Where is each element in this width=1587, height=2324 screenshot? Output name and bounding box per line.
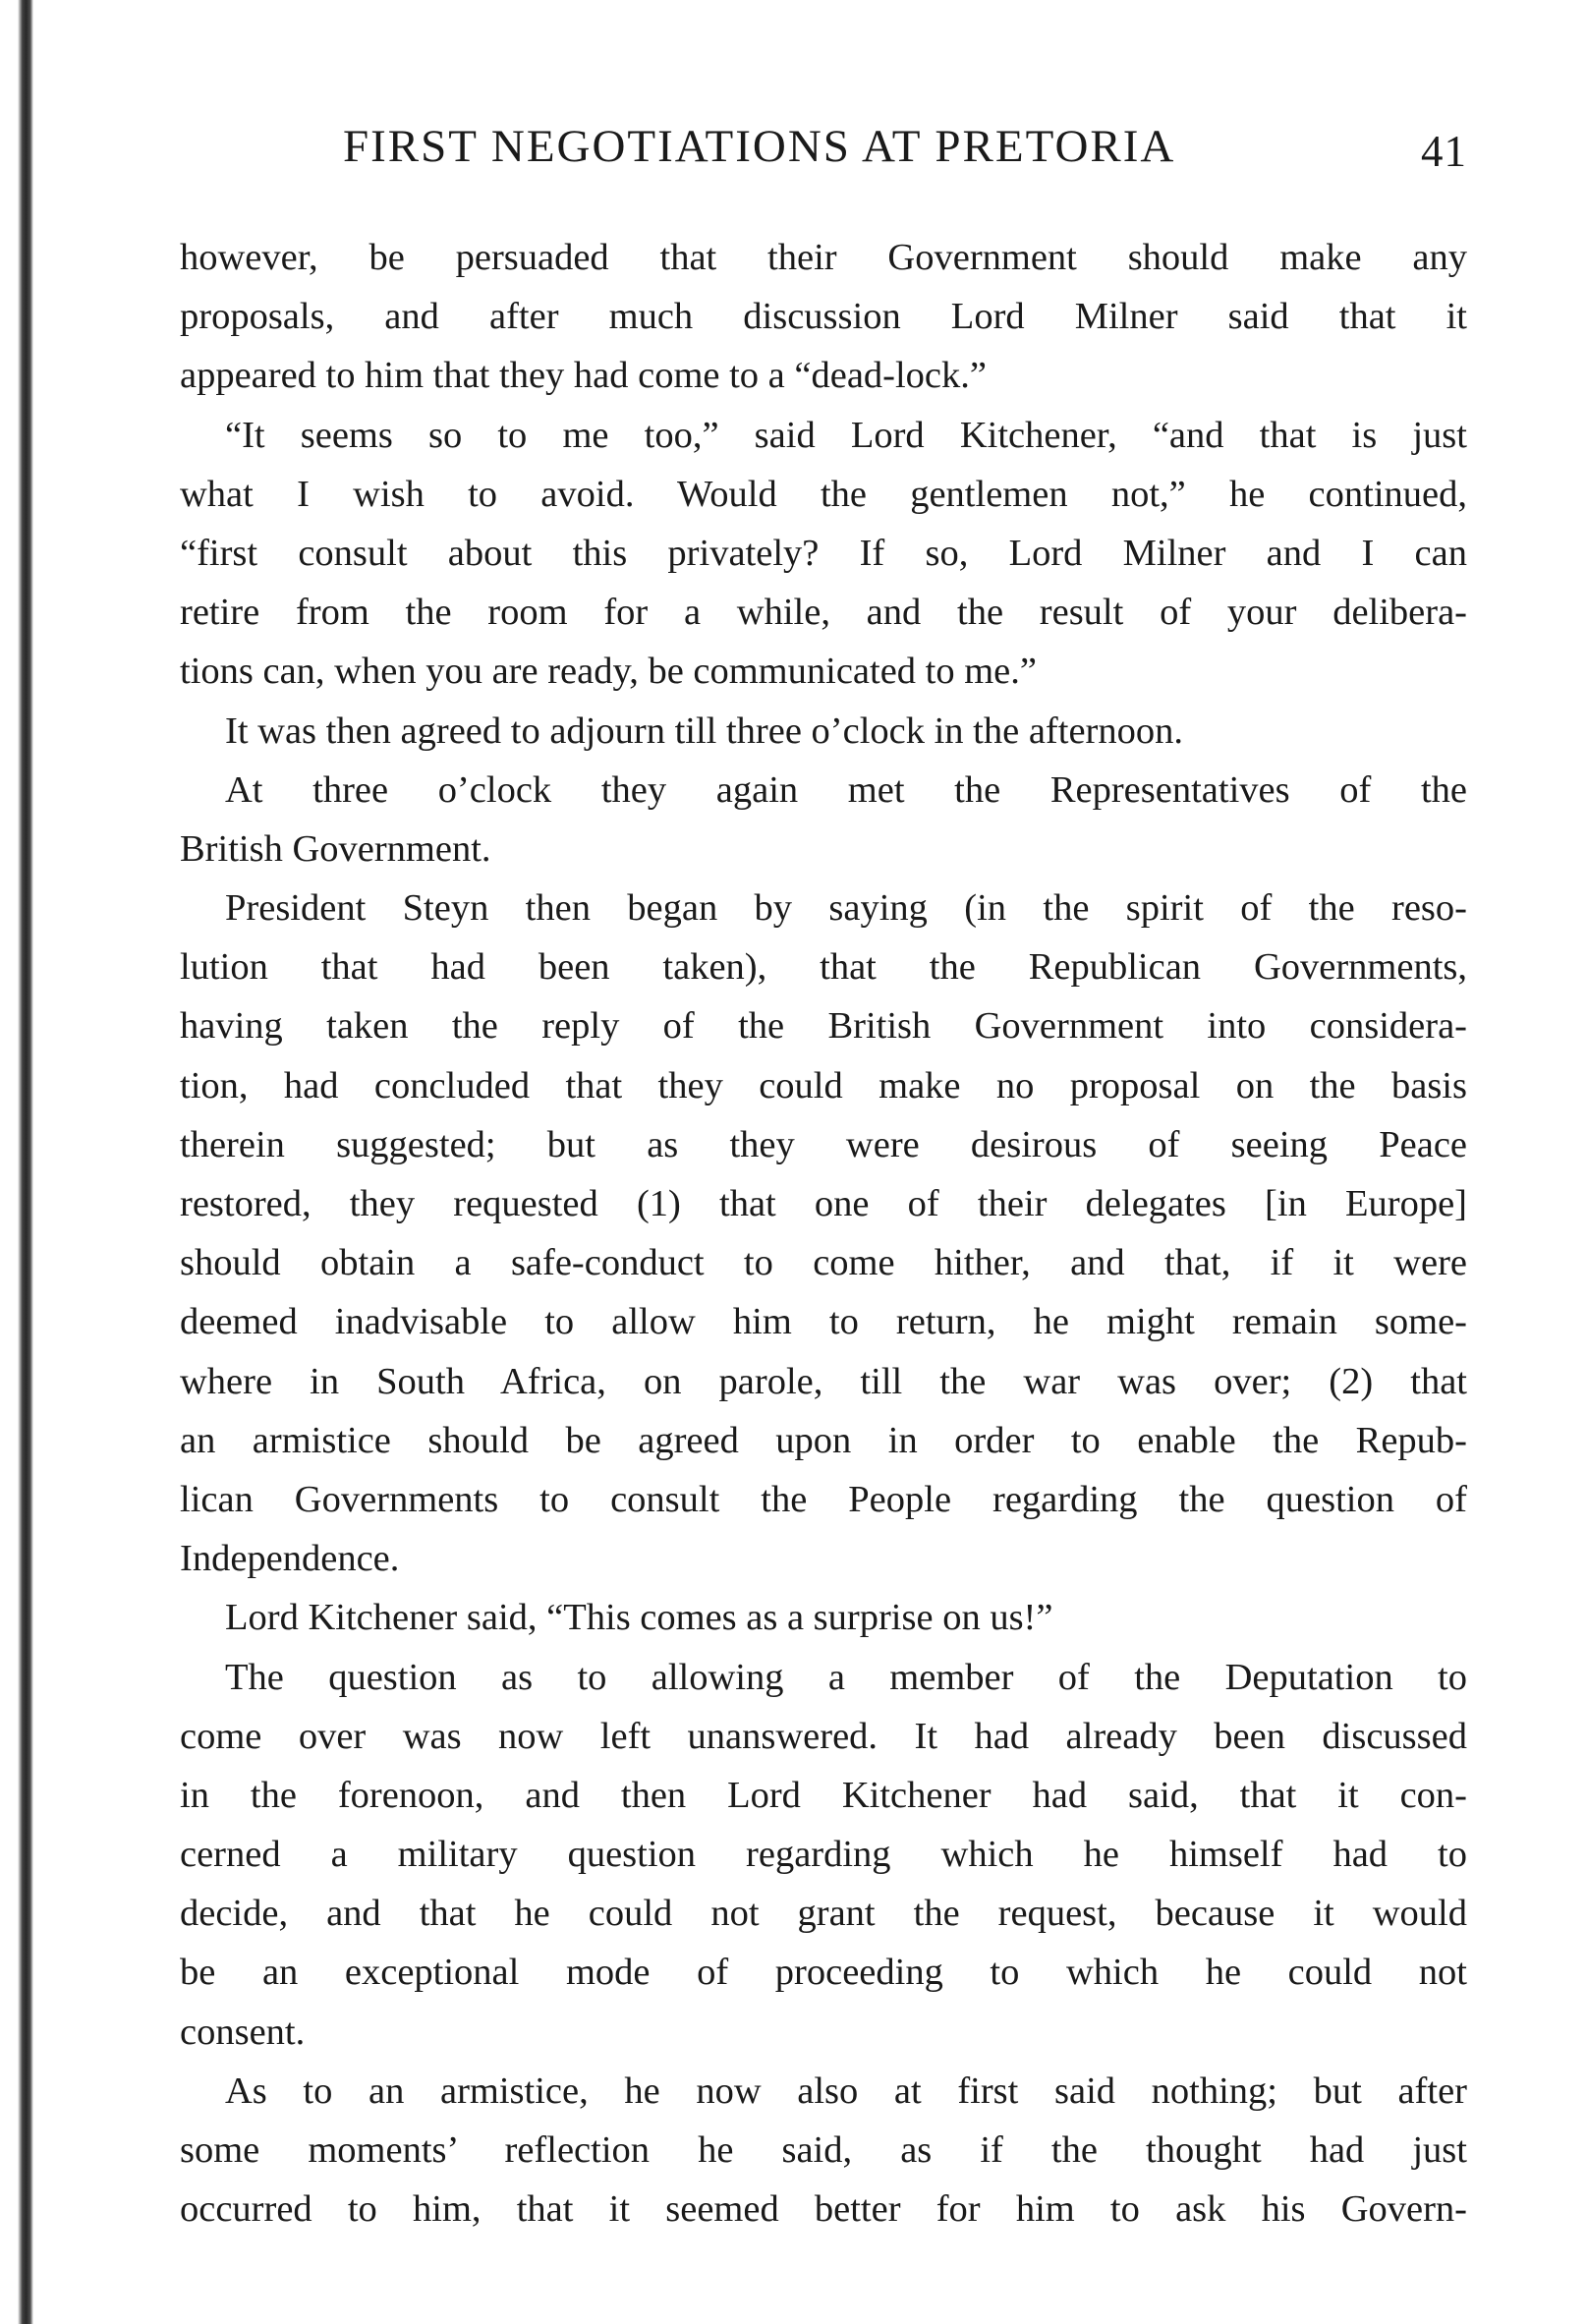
text-line: It was then agreed to adjourn till three o’clock in the afternoon. [225,709,1183,752]
text-line: where in South Africa, on parole, till the war was over; (2) that [180,1360,1467,1402]
text-line: what I wish to avoid. Would the gentlemen not,” he continued, [180,473,1467,515]
binding-edge [18,0,33,2324]
text-line: having taken the reply of the British Government into considera- [180,1005,1467,1048]
page-number: 41 [1421,127,1467,176]
text-line: lution that had been taken), that the Republican Governments, [180,946,1467,989]
text-line: cerned a military question regarding which he himself had to [180,1834,1467,1876]
body-text [180,228,1467,2239]
text-line: lican Governments to consult the People regarding the question of [180,1478,1467,1520]
text-line: retire from the room for a while, and the result of your delibera- [180,592,1467,634]
text-line: proposals, and after much discussion Lord Milner said that it [180,296,1467,338]
text-line: At three o’clock they again met the Representatives of the [225,768,1467,811]
text-line: tion, had concluded that they could make no proposal on the basis [180,1064,1467,1106]
text-line: “It seems so to me too,” said Lord Kitchener, “and that is just [225,414,1467,456]
text-line: decide, and that he could not grant the request, because it would [180,1893,1467,1935]
text-line: therein suggested; but as they were desirous of seeing Peace [180,1123,1467,1165]
text-line: The question as to allowing a member of the Deputation to [225,1656,1467,1698]
text-line: As to an armistice, he now also at first said nothing; but after [225,2069,1467,2112]
text-line: restored, they requested (1) that one of their delegates [in Europe] [180,1183,1467,1224]
running-title: FIRST NEGOTIATIONS AT PRETORIA [343,121,1176,172]
text-line: British Government. [180,827,491,870]
text-line: should obtain a safe-conduct to come hither, and that, if it were [180,1242,1467,1284]
text-line: be an exceptional mode of proceeding to which he could not [180,1952,1467,1994]
text-line: however, be persuaded that their Government should make any [180,237,1467,278]
text-line: President Steyn then began by saying (in the spirit of the reso- [225,887,1467,930]
text-line: some moments’ reflection he said, as if the thought had just [180,2129,1467,2171]
text-line: tions can, when you are ready, be communicated to me.” [180,651,1037,693]
text-line: Lord Kitchener said, “This comes as a surprise on us!” [225,1597,1053,1639]
text-line: consent. [180,2011,306,2053]
text-line: occurred to him, that it seemed better for him to ask his Govern- [180,2188,1467,2231]
text-line: deemed inadvisable to allow him to return, he might remain some- [180,1301,1467,1343]
text-line: appeared to him that they had come to a “dead-lock.” [180,355,987,397]
text-line: come over was now left unanswered. It had already been discussed [180,1715,1467,1757]
text-line: Independence. [180,1538,400,1580]
text-line: in the forenoon, and then Lord Kitchener had said, that it con- [180,1774,1467,1816]
running-head [180,120,1467,189]
text-line: “first consult about this privately? If so, Lord Milner and I can [180,532,1467,574]
text-line: an armistice should be agreed upon in order to enable the Repub- [180,1419,1467,1461]
